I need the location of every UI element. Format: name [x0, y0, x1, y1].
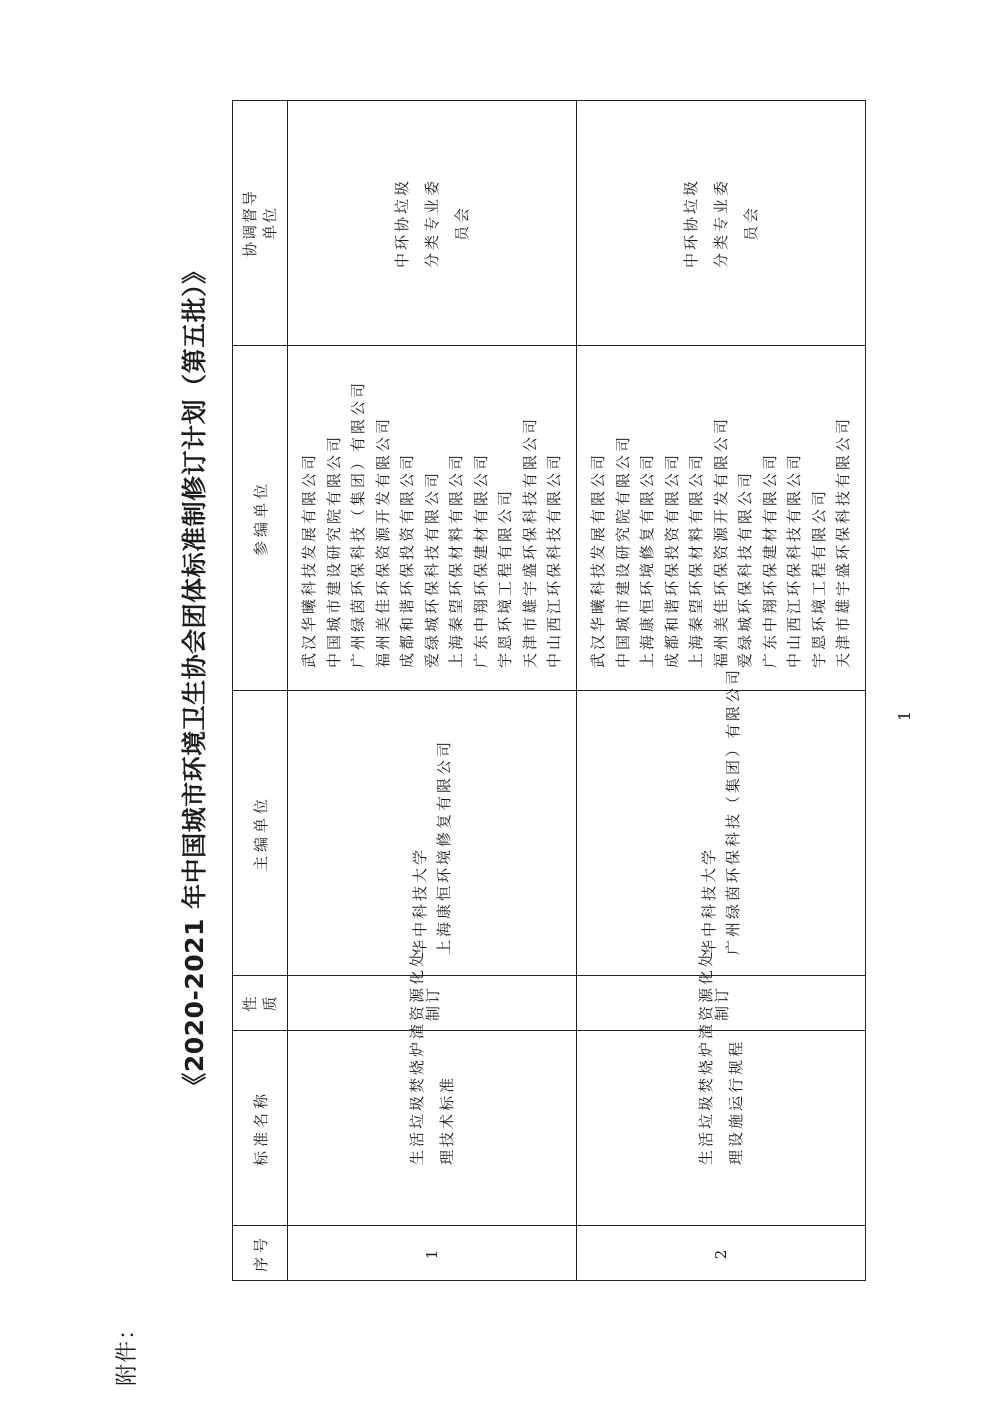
coordinator-cell	[288, 101, 577, 346]
coordinator-line: 员会	[742, 205, 760, 242]
header-nature-line1: 性	[241, 994, 259, 1012]
participant-unit: 宇恩环境工程有限公司	[809, 487, 828, 668]
chief-units-cell	[288, 691, 577, 976]
participant-unit: 福州美佳环保资源开发有限公司	[711, 415, 730, 668]
header-coordinator-line2: 单位	[261, 206, 279, 241]
coordinator-line: 分类专业委	[423, 178, 441, 269]
participant-unit: 宇恩环境工程有限公司	[496, 487, 515, 668]
participant-unit: 中山西江环保科技有限公司	[545, 451, 564, 668]
attachment-label: 附件：	[115, 1316, 140, 1386]
table-header-row	[233, 101, 288, 1281]
standard-name-line: 理技术标准	[438, 1074, 456, 1165]
header-coordinator	[233, 101, 288, 346]
header-standard-name: 标准名称	[233, 1031, 288, 1226]
nature-cell: 制订	[288, 976, 577, 1031]
header-nature	[233, 976, 288, 1031]
participant-unit: 上海康恒环境修复有限公司	[638, 451, 657, 668]
participant-unit: 爱绿城环保科技有限公司	[422, 469, 441, 668]
nature-cell: 制订	[577, 976, 866, 1031]
row-no: 2	[577, 1226, 866, 1281]
participant-unit: 天津市雄宇盛环保科技有限公司	[520, 415, 539, 668]
coordinator-line: 中环协垃圾	[393, 178, 411, 269]
participant-unit: 广东中翔环保建材有限公司	[471, 451, 490, 668]
participant-unit: 武汉华曦科技发展有限公司	[300, 451, 319, 668]
participant-unit: 广东中翔环保建材有限公司	[760, 451, 779, 668]
header-no: 序号	[233, 1226, 288, 1281]
header-coordinator-line1: 协调督导	[241, 189, 259, 258]
chief-unit: 广州绿茵环保科技（集团）有限公司	[724, 666, 742, 955]
coordinator-cell	[577, 101, 866, 346]
chief-unit: 华中科技大学	[411, 846, 429, 955]
participant-units-cell	[577, 346, 866, 691]
standards-plan-table	[232, 100, 866, 1281]
coordinator-line: 中环协垃圾	[682, 178, 700, 269]
coordinator-line: 分类专业委	[712, 178, 730, 269]
table-row	[577, 101, 866, 1281]
table-row	[288, 101, 577, 1281]
standard-name-line: 生活垃圾焚烧炉渣资源化处	[697, 948, 715, 1165]
participant-unit: 成都和谐环保投资有限公司	[398, 451, 417, 668]
participant-unit: 福州美佳环保资源开发有限公司	[373, 415, 392, 668]
standard-name-line: 理设施运行规程	[727, 1038, 745, 1165]
page-number: 1	[895, 710, 914, 721]
row-no: 1	[288, 1226, 577, 1281]
document-title: 《2020-2021 年中国城市环境卫生协会团体标准制修订计划（第五批）》	[180, 258, 209, 1098]
participant-unit: 爱绿城环保科技有限公司	[736, 469, 755, 668]
header-nature-line2: 质	[261, 994, 279, 1012]
participant-unit: 成都和谐环保投资有限公司	[662, 451, 681, 668]
standard-name-line: 生活垃圾焚烧炉渣资源化处	[408, 948, 426, 1165]
participant-unit: 上海秦望环保材料有限公司	[687, 451, 706, 668]
header-participant-units: 参编单位	[233, 346, 288, 691]
participant-units-cell	[288, 346, 577, 691]
coordinator-line: 员会	[453, 205, 471, 242]
participant-unit: 天津市雄宇盛环保科技有限公司	[834, 415, 853, 668]
participant-unit: 中国城市建设研究院有限公司	[324, 433, 343, 668]
chief-unit: 上海康恒环境修复有限公司	[435, 738, 453, 955]
participant-unit: 广州绿茵环保科技（集团）有限公司	[349, 379, 368, 668]
chief-unit: 华中科技大学	[700, 846, 718, 955]
participant-unit: 中国城市建设研究院有限公司	[613, 433, 632, 668]
chief-units-cell	[577, 666, 866, 976]
participant-unit: 上海秦望环保材料有限公司	[447, 451, 466, 668]
header-chief-units: 主编单位	[233, 691, 288, 976]
participant-unit: 武汉华曦科技发展有限公司	[589, 451, 608, 668]
participant-unit: 中山西江环保科技有限公司	[785, 451, 804, 668]
